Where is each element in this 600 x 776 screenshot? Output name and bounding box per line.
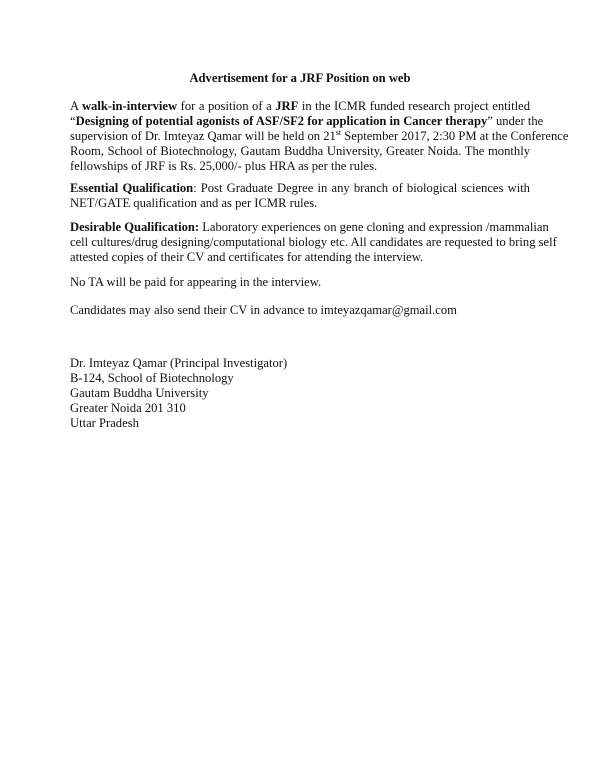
jrf-text: JRF xyxy=(275,99,299,113)
intro-text: in the ICMR funded research project entitled xyxy=(298,99,530,113)
date-suffix: st xyxy=(335,128,342,137)
intro-text: September 2017, 2:30 PM at the Conference xyxy=(341,129,569,143)
intro-text: ” under the xyxy=(487,114,544,128)
essential-qualification-paragraph xyxy=(70,181,530,211)
desirable-label: Desirable Qualification: xyxy=(70,220,200,234)
intro-line-4: Room, School of Biotechnology, Gautam Buddha University, Greater Noida. The monthly xyxy=(70,144,530,158)
intro-text: for a position of a xyxy=(177,99,276,113)
project-title: Designing of potential agonists of ASF/SF2 for application in Cancer therapy xyxy=(75,114,488,128)
contact-address xyxy=(70,356,287,431)
intro-line-2 xyxy=(70,114,544,129)
desirable-qualification-paragraph xyxy=(70,220,557,265)
desirable-line-3: attested copies of their CV and certificates for attending the interview. xyxy=(70,250,424,264)
intro-paragraph xyxy=(70,99,569,174)
essential-line-1 xyxy=(70,181,530,196)
address-line-4: Uttar Pradesh xyxy=(70,416,139,430)
address-line-2: Gautam Buddha University xyxy=(70,386,209,400)
open-quote: “ xyxy=(70,114,76,128)
desirable-line-1 xyxy=(70,220,549,235)
no-ta-note: No TA will be paid for appearing in the interview. xyxy=(70,275,322,289)
address-line-3: Greater Noida 201 310 xyxy=(70,401,186,415)
essential-line-2: NET/GATE qualification and as per ICMR rules. xyxy=(70,196,318,210)
page-title: Advertisement for a JRF Position on web xyxy=(189,71,411,85)
intro-line-3 xyxy=(70,128,569,144)
intro-line-5: fellowships of JRF is Rs. 25,000/- plus HRA as per the rules. xyxy=(70,159,378,173)
essential-text: : Post Graduate Degree in any branch of biological sciences with xyxy=(193,181,530,195)
intro-text: A xyxy=(70,99,82,113)
intro-text: supervision of Dr. Imteyaz Qamar will be held on 21 xyxy=(70,129,336,143)
desirable-line-2: cell cultures/drug designing/computational biology etc. All candidates are requested to bring self xyxy=(70,235,557,249)
intro-line-1 xyxy=(70,99,530,114)
address-name: Dr. Imteyaz Qamar (Principal Investigator) xyxy=(70,356,288,370)
essential-label: Essential Qualification xyxy=(70,181,194,195)
address-line-1: B-124, School of Biotechnology xyxy=(70,371,234,385)
cv-note: Candidates may also send their CV in advance to imteyazqamar@gmail.com xyxy=(70,303,457,317)
walk-in-interview-text: walk-in-interview xyxy=(81,99,178,113)
desirable-text: Laboratory experiences on gene cloning and expression /mammalian xyxy=(199,220,549,234)
